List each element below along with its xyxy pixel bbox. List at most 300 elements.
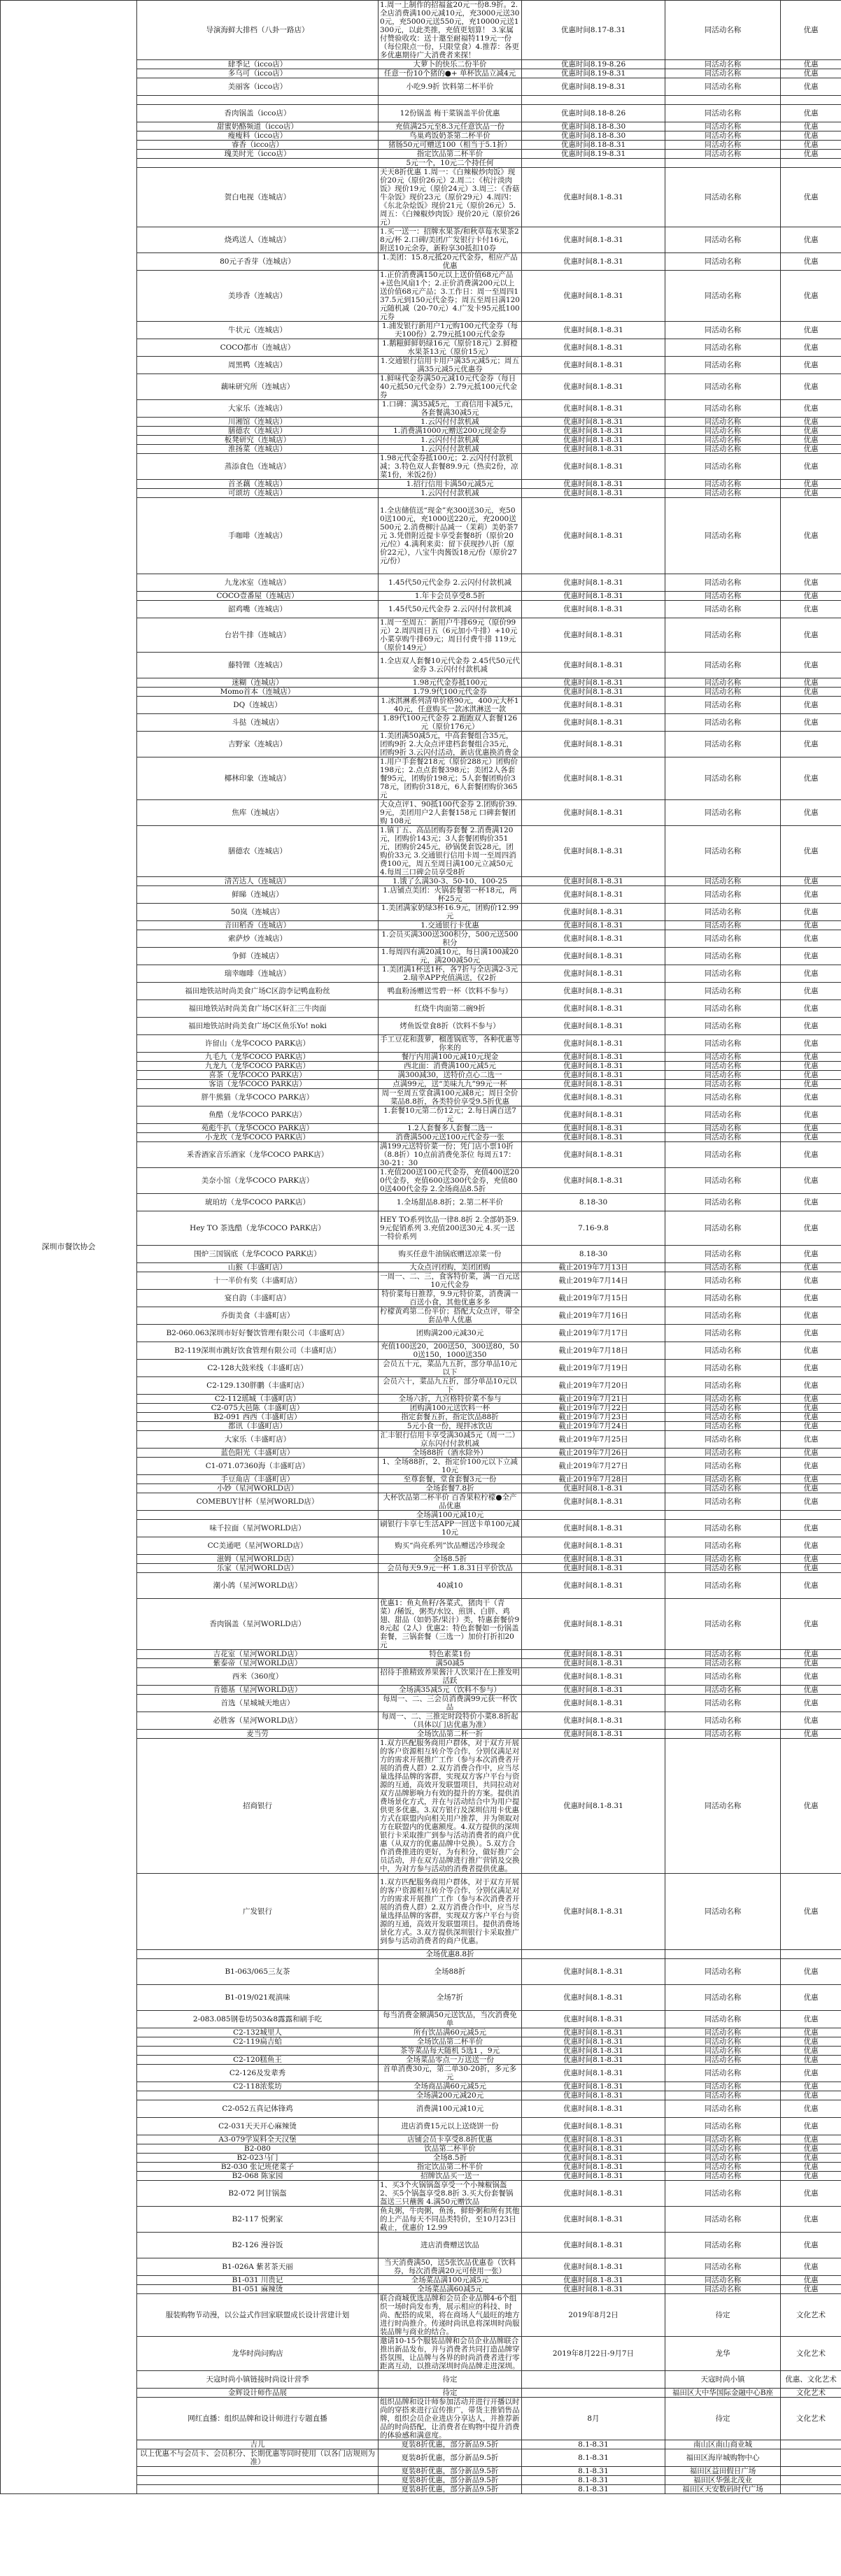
- date-cell: 优惠时间8.1-8.31: [522, 454, 665, 480]
- offer-cell: [379, 96, 522, 105]
- mode-cell: 同活动名称: [665, 1290, 781, 1307]
- type-cell: [781, 2485, 841, 2494]
- mode-cell: 同活动名称: [665, 1959, 781, 1985]
- merchant-cell: B1-051 麻辣烫: [137, 2285, 379, 2294]
- date-cell: 优惠时间8.1-8.31: [522, 2154, 665, 2163]
- date-cell: 优惠时间8.1-8.31: [522, 688, 665, 697]
- type-cell: 优惠: [781, 1555, 841, 1564]
- merchant-cell: DQ（连城店）: [137, 697, 379, 714]
- merchant-cell: 香肉锅盖（icco店）: [137, 105, 379, 122]
- offer-cell: 1.美团满50减5元，中高套餐组合35元，团购9折 2.大众点评建档套餐组合35元，团购9折 3.云闪付活动，新店优惠换消费金: [379, 732, 522, 757]
- date-cell: 优惠时间8.1-8.31: [522, 2091, 665, 2100]
- type-cell: 优惠: [781, 2233, 841, 2258]
- offer-cell: 鱼丸粥，牛肉粥，鱼汤，鲜虾粥和所有其他的上产品每天不同品类特价，至10月23日截止，优惠价 12.99: [379, 2207, 522, 2233]
- type-cell: 优惠: [781, 400, 841, 418]
- mode-cell: 同活动名称: [665, 2233, 781, 2258]
- date-cell: 优惠时间8.1-8.31: [522, 618, 665, 653]
- type-cell: 优惠: [781, 1659, 841, 1668]
- type-cell: 优惠: [781, 418, 841, 427]
- mode-cell: 同活动名称: [665, 1124, 781, 1133]
- mode-cell: 同活动名称: [665, 2181, 781, 2207]
- type-cell: 优惠: [781, 1395, 841, 1404]
- mode-cell: 同活动名称: [665, 1686, 781, 1695]
- date-cell: 优惠时间8.1-8.31: [522, 2181, 665, 2207]
- type-cell: 优惠: [781, 2163, 841, 2172]
- date-cell: 优惠时间8.19-8.31: [522, 78, 665, 96]
- date-cell: 优惠时间8.1-8.31: [522, 1730, 665, 1739]
- mode-cell: 同活动名称: [665, 1493, 781, 1511]
- type-cell: 优惠: [781, 2011, 841, 2028]
- mode-cell: 同活动名称: [665, 1395, 781, 1404]
- date-cell: 优惠时间8.1-8.31: [522, 1062, 665, 1071]
- merchant-cell: C2-119扁吉蛤: [137, 2037, 379, 2047]
- mode-cell: 同活动名称: [665, 489, 781, 498]
- mode-cell: 同活动名称: [665, 271, 781, 322]
- offer-cell: 指定饮品第二杯半价: [379, 150, 522, 159]
- date-cell: 优惠时间8.1-8.31: [522, 800, 665, 826]
- offer-cell: 消费满500元送100元代金券一张: [379, 1133, 522, 1142]
- type-cell: 优惠: [781, 1053, 841, 1062]
- date-cell: 优惠时间8.1-8.31: [522, 1484, 665, 1493]
- type-cell: 优惠: [781, 1071, 841, 1080]
- date-cell: 8.1-8.31: [522, 2467, 665, 2476]
- date-cell: [522, 1511, 665, 1520]
- offer-cell: 5元一个，10元二个持任何: [379, 159, 522, 168]
- date-cell: 优惠时间8.1-8.31: [522, 678, 665, 688]
- date-cell: 优惠时间8.1-8.31: [522, 2207, 665, 2233]
- date-cell: 优惠时间8.1-8.31: [522, 498, 665, 574]
- mode-cell: 同活动名称: [665, 339, 781, 357]
- offer-cell: 1.消费满1000元赠送200元现金券: [379, 427, 522, 436]
- date-cell: 优惠时间8.1-8.31: [522, 480, 665, 489]
- type-cell: [781, 2440, 841, 2449]
- date-cell: 截止2019年7月22日: [522, 1404, 665, 1413]
- type-cell: 优惠: [781, 69, 841, 78]
- date-cell: 优惠时间8.1-8.31: [522, 653, 665, 678]
- mode-cell: 同活动名称: [665, 948, 781, 965]
- mode-cell: 南山区南山商业城: [665, 2440, 781, 2449]
- offer-cell: 刷银行卡享七生活APP一回送卡单100元减10元: [379, 1520, 522, 1537]
- date-cell: 优惠时间8.17-8.31: [522, 1, 665, 60]
- offer-cell: 1.双方匹配服务商用户群体，对于双方开展的客户资源相互转介等合作，分别仅满足对方的需求开展推广工作（参与本次消费者开展的消费人群）2.双方消费合作中，应当尽量选择品牌的客群，实现双方客户平台与资源的互通，高效开发联盟项目。提供消费场景化方式。3.双方提供深圳银行卡采取推广到参与活动消费者的商户优惠。: [379, 1874, 522, 1950]
- merchant-cell: B1-019/021观滇味: [137, 1985, 379, 2011]
- type-cell: 优惠: [781, 592, 841, 601]
- date-cell: 优惠时间8.1-8.31: [522, 714, 665, 732]
- date-cell: 8月: [522, 2398, 665, 2440]
- mode-cell: 同活动名称: [665, 1555, 781, 1564]
- offer-cell: 所有饮品满60元减5元: [379, 2028, 522, 2037]
- date-cell: 截止2019年7月14日: [522, 1272, 665, 1290]
- type-cell: 优惠: [781, 2135, 841, 2144]
- date-cell: 优惠时间8.1-8.31: [522, 400, 665, 418]
- offer-cell: 任意一份10个猪的●+ 单杯饮品立减4元: [379, 69, 522, 78]
- merchant-cell: 鲜睇（连城店）: [137, 886, 379, 904]
- mode-cell: 龙华: [665, 2337, 781, 2371]
- type-cell: 优惠: [781, 78, 841, 96]
- date-cell: 优惠时间8.19-8.26: [522, 60, 665, 69]
- merchant-cell: 肯德基（星河WORLD店）: [137, 1686, 379, 1695]
- mode-cell: 同活动名称: [665, 2144, 781, 2154]
- date-cell: 优惠时间8.1-8.31: [522, 2172, 665, 2181]
- type-cell: 优惠: [781, 2276, 841, 2285]
- date-cell: 优惠时间8.1-8.31: [522, 574, 665, 592]
- mode-cell: 同活动名称: [665, 1413, 781, 1422]
- merchant-cell: 客语（龙华COCO PARK店）: [137, 1080, 379, 1089]
- offer-cell: 每当消费金额满50元送饮品，当次消费免单: [379, 2011, 522, 2028]
- offer-cell: 1.镇丁五、高品团购券套餐 2.消费满120元，团购价143元；3人套餐团购价351元，团购价245元，砂锅煲套饭28元，团购价33元 3.交通银行信用卡周一至周四消费100元，周五至周日满100元立减50元 4.每周三口碑会员享受8折: [379, 826, 522, 877]
- date-cell: 优惠时间8.1-8.31: [522, 1959, 665, 1985]
- type-cell: 优惠: [781, 1537, 841, 1555]
- date-cell: 截止2019年7月16日: [522, 1307, 665, 1325]
- merchant-cell: 小妙（星河WORLD店）: [137, 1484, 379, 1493]
- type-cell: 优惠: [781, 2258, 841, 2276]
- offer-cell: 茶等菜品每天随机 5选1 ，9元: [379, 2047, 522, 2056]
- date-cell: 优惠时间8.1-8.31: [522, 2144, 665, 2154]
- merchant-cell: [137, 2047, 379, 2056]
- date-cell: 优惠时间8.1-8.31: [522, 921, 665, 930]
- mode-cell: 同活动名称: [665, 1000, 781, 1018]
- offer-cell: 1.会员买满300送300积分，500元送500积分: [379, 930, 522, 948]
- date-cell: 优惠时间8.1-8.31: [522, 2100, 665, 2118]
- merchant-cell: 吉野家（连城店）: [137, 732, 379, 757]
- merchant-cell: 肆季记（icco店）: [137, 60, 379, 69]
- offer-cell: 全场饮品第二杯一折: [379, 1730, 522, 1739]
- date-cell: 优惠时间8.1-8.31: [522, 1000, 665, 1018]
- date-cell: 优惠时间8.1-8.31: [522, 1133, 665, 1142]
- offer-cell: 指定套餐五折，指定饮品88折: [379, 1413, 522, 1422]
- mode-cell: 同活动名称: [665, 1080, 781, 1089]
- offer-cell: 1.美团满家奶绿3杯16.9元，团购价12.99元: [379, 904, 522, 921]
- offer-cell: 全场满200元减20元: [379, 2091, 522, 2100]
- offer-cell: 店铺会员卡享受8.8折优惠: [379, 2135, 522, 2144]
- offer-cell: 1.云闪付付款机减: [379, 418, 522, 427]
- mode-cell: 同活动名称: [665, 1053, 781, 1062]
- date-cell: 8.18-30: [522, 1246, 665, 1263]
- mode-cell: 同活动名称: [665, 1342, 781, 1360]
- mode-cell: [665, 1950, 781, 1959]
- merchant-cell: 美丽客（icco店）: [137, 78, 379, 96]
- type-cell: 优惠: [781, 1018, 841, 1035]
- type-cell: 优惠: [781, 1520, 841, 1537]
- mode-cell: 同活动名称: [665, 1650, 781, 1659]
- merchant-cell: 九龙冰室（连城店）: [137, 574, 379, 592]
- mode-cell: 同活动名称: [665, 1599, 781, 1650]
- mode-cell: 同活动名称: [665, 1377, 781, 1395]
- date-cell: 截止2019年7月27日: [522, 1458, 665, 1475]
- date-cell: 优惠时间8.1-8.31: [522, 826, 665, 877]
- mode-cell: 福田区华强北茂业: [665, 2476, 781, 2485]
- date-cell: 优惠时间8.1-8.31: [522, 1555, 665, 1564]
- offer-cell: 购买任意牛油锅底赠送凉菜一份: [379, 1246, 522, 1263]
- offer-cell: 1.用户手套餐218元（原价288元）团购价198元；2.点点套餐398元；美团2人各套餐95元，团购价198元；5人套餐团购价378元，团购价318元，6人套餐团购价365元: [379, 757, 522, 800]
- merchant-cell: 台岩牛排（连城店）: [137, 618, 379, 653]
- type-cell: 优惠: [781, 1325, 841, 1342]
- mode-cell: 同活动名称: [665, 930, 781, 948]
- mode-cell: 同活动名称: [665, 592, 781, 601]
- date-cell: 优惠时间8.1-8.31: [522, 732, 665, 757]
- merchant-cell: 淮扬菜（连城店）: [137, 445, 379, 454]
- offer-cell: 小吃9.9折 饮料第二杯半价: [379, 78, 522, 96]
- mode-cell: 同活动名称: [665, 2172, 781, 2181]
- date-cell: 截止2019年7月26日: [522, 1449, 665, 1458]
- date-cell: 优惠时间8.1-8.31: [522, 1695, 665, 1712]
- mode-cell: 同活动名称: [665, 1071, 781, 1080]
- date-cell: 优惠时间8.1-8.31: [522, 1168, 665, 1194]
- mode-cell: 同活动名称: [665, 2047, 781, 2056]
- date-cell: 2019年8月2日: [522, 2294, 665, 2337]
- offer-cell: 特色素菜1份: [379, 1650, 522, 1659]
- offer-cell: 一周一、二、三，食客特价菜，满一百元送10元代金券: [379, 1272, 522, 1290]
- merchant-cell: 以上优惠不与会员卡、会员积分、长期优惠等同时使用（以各门店规则为准）: [137, 2449, 379, 2467]
- offer-cell: 邀请10-15个服装品牌和会员企业品牌联合推出新品发布，并与消费者共同打造品牌穿搭氛围，让品牌与各界的时尚消费者进行零距离互动，以推动深圳时尚品牌走进深圳。: [379, 2337, 522, 2371]
- offer-cell: 特价菜每日推荐，9.9元特价菜，消费满一百送小食，其他优惠多多: [379, 1290, 522, 1307]
- type-cell: 优惠: [781, 436, 841, 445]
- mode-cell: 同活动名称: [665, 427, 781, 436]
- mode-cell: 同活动名称: [665, 1211, 781, 1246]
- merchant-cell: A3-079学炭料全天汉堡: [137, 2135, 379, 2144]
- date-cell: 优惠时间8.1-8.31: [522, 877, 665, 886]
- offer-cell: 全场优惠8.8折: [379, 1950, 522, 1959]
- mode-cell: 同活动名称: [665, 2056, 781, 2065]
- type-cell: 优惠: [781, 904, 841, 921]
- offer-cell: 招待手推精致养果酱汁人饮果汁在上推发明活跃: [379, 1668, 522, 1686]
- offer-cell: 全场六折，九宫格特价菜不参与: [379, 1395, 522, 1404]
- mode-cell: 同活动名称: [665, 1668, 781, 1686]
- type-cell: 优惠: [781, 965, 841, 983]
- offer-cell: 天天8折优惠 1.周一：《白辣椒炒肉饭》现价20元（原价26元）2.周二：《杭汁淡肉饭》现价19元（原价24元）3.周三：《香菇牛杂饭》现价23元（原价29元）4.周四：《东北杂烩饭》现价21元（原价26元）5.周五：《白辣椒炒肉饭》现价20元（原价26元）: [379, 168, 522, 227]
- mode-cell: 同活动名称: [665, 965, 781, 983]
- date-cell: 优惠时间8.1-8.31: [522, 168, 665, 227]
- date-cell: 优惠时间8.1-8.31: [522, 253, 665, 271]
- mode-cell: 同活动名称: [665, 1739, 781, 1874]
- merchant-cell: 西米（360度）: [137, 1668, 379, 1686]
- type-cell: 优惠: [781, 574, 841, 592]
- merchant-cell: 围炉三国锅底（龙华COCO PARK店）: [137, 1246, 379, 1263]
- mode-cell: 同活动名称: [665, 2276, 781, 2285]
- date-cell: 优惠时间8.1-8.31: [522, 1142, 665, 1168]
- mode-cell: 同活动名称: [665, 1, 781, 60]
- merchant-cell: 焦库（连城店）: [137, 800, 379, 826]
- offer-cell: 指定饮品第二杯半价: [379, 2163, 522, 2172]
- merchant-cell: 大家乐（丰盛町店）: [137, 1431, 379, 1449]
- date-cell: 优惠时间8.1-8.31: [522, 930, 665, 948]
- date-cell: 优惠时间8.1-8.31: [522, 374, 665, 400]
- merchant-cell: B2-030 张记班佬菜子: [137, 2163, 379, 2172]
- merchant-cell: 清苦达人（连城店）: [137, 877, 379, 886]
- merchant-cell: Hey TO 茶选酷（龙华COCO PARK店）: [137, 1211, 379, 1246]
- mode-cell: 同活动名称: [665, 886, 781, 904]
- merchant-cell: B2-060.063深圳市好好餐饮管理有限公司（丰盛町店）: [137, 1325, 379, 1342]
- type-cell: 优惠: [781, 1272, 841, 1290]
- merchant-cell: B2-119深圳市跳好饮食管理有限公司（丰盛町店）: [137, 1342, 379, 1360]
- mode-cell: 同活动名称: [665, 688, 781, 697]
- mode-cell: 福田区海岸城购物中心: [665, 2449, 781, 2467]
- date-cell: 优惠时间8.1-8.31: [522, 2285, 665, 2294]
- date-cell: 优惠时间8.1-8.31: [522, 1071, 665, 1080]
- mode-cell: 同活动名称: [665, 983, 781, 1000]
- type-cell: 优惠: [781, 227, 841, 253]
- offer-cell: 烤鱼饭堂食8折（饮料不参与）: [379, 1018, 522, 1035]
- type-cell: [781, 159, 841, 168]
- merchant-cell: 多乌可（icco店）: [137, 69, 379, 78]
- mode-cell: 同活动名称: [665, 1520, 781, 1537]
- merchant-cell: 瘦瘦料（icco店）: [137, 131, 379, 141]
- offer-cell: 鸭血粉汤赠送雪碧一杯（饮料不参与）: [379, 983, 522, 1000]
- mode-cell: 同活动名称: [665, 436, 781, 445]
- type-cell: 优惠: [781, 105, 841, 122]
- mode-cell: 同活动名称: [665, 1404, 781, 1413]
- merchant-cell: 膳德农（连城店）: [137, 826, 379, 877]
- type-cell: 优惠: [781, 357, 841, 374]
- mode-cell: 同活动名称: [665, 1537, 781, 1555]
- date-cell: 优惠时间8.1-8.31: [522, 2276, 665, 2285]
- merchant-cell: 必胜客（星河WORLD店）: [137, 1712, 379, 1730]
- type-cell: 优惠: [781, 1089, 841, 1106]
- mode-cell: 同活动名称: [665, 357, 781, 374]
- type-cell: 优惠: [781, 826, 841, 877]
- date-cell: [522, 1950, 665, 1959]
- date-cell: 优惠时间8.1-8.31: [522, 1659, 665, 1668]
- date-cell: 截止2019年7月28日: [522, 1475, 665, 1484]
- mode-cell: 同活动名称: [665, 1431, 781, 1449]
- offer-cell: 大萝卜的快乐二份半价: [379, 60, 522, 69]
- merchant-cell: 小龙坎（龙华COCO PARK店）: [137, 1133, 379, 1142]
- merchant-cell: 索萨炒（连城店）: [137, 930, 379, 948]
- mode-cell: 同活动名称: [665, 574, 781, 592]
- merchant-cell: 斗挞（连城店）: [137, 714, 379, 732]
- date-cell: [522, 159, 665, 168]
- date-cell: 优惠时间8.1-8.31: [522, 2118, 665, 2135]
- mode-cell: 同活动名称: [665, 1712, 781, 1730]
- type-cell: 优惠: [781, 1484, 841, 1493]
- type-cell: 优惠: [781, 983, 841, 1000]
- date-cell: 优惠时间8.1-8.31: [522, 1599, 665, 1650]
- merchant-cell: 琥珀坊（龙华COCO PARK店）: [137, 1194, 379, 1211]
- date-cell: 优惠时间8.1-8.31: [522, 436, 665, 445]
- offer-cell: 1.45代50元代金券 2.云闪付付款机减: [379, 574, 522, 592]
- mode-cell: 同活动名称: [665, 1325, 781, 1342]
- mode-cell: 同活动名称: [665, 1564, 781, 1573]
- offer-cell: 1.交通银行卡优惠: [379, 921, 522, 930]
- merchant-cell: 味千拉面（星河WORLD店）: [137, 1520, 379, 1537]
- mode-cell: 同活动名称: [665, 2065, 781, 2082]
- mode-cell: 同活动名称: [665, 921, 781, 930]
- type-cell: 优惠: [781, 688, 841, 697]
- type-cell: 优惠: [781, 618, 841, 653]
- offer-cell: 会员五十元，菜品九五折，部分单品10元以下: [379, 1360, 522, 1377]
- merchant-cell: [137, 96, 379, 105]
- offer-cell: 西北面：消费满100元减5元: [379, 1062, 522, 1071]
- mode-cell: 同活动名称: [665, 150, 781, 159]
- mode-cell: 同活动名称: [665, 2258, 781, 2276]
- date-cell: 优惠时间8.1-8.31: [522, 2028, 665, 2037]
- merchant-cell: B1-063/065三友茶: [137, 1959, 379, 1985]
- offer-cell: 点满99元，送“美味九九”99元一杯: [379, 1080, 522, 1089]
- offer-cell: 全场8.5折: [379, 2154, 522, 2163]
- date-cell: 优惠时间8.1-8.31: [522, 1537, 665, 1555]
- mode-cell: 同活动名称: [665, 800, 781, 826]
- offer-cell: 1.每周四有满20减10元，每日满100减20元，满200减50元: [379, 948, 522, 965]
- offer-cell: 周一至周五堂食满100元减8元；周日全价菜品8.8折，各类特价享受9.5折优惠: [379, 1089, 522, 1106]
- merchant-cell: 网红直播：组织品牌和设计师进行专题直播: [137, 2398, 379, 2440]
- offer-cell: 1.店铺点美团：火锅套餐第一杯18元，两杯25元: [379, 886, 522, 904]
- merchant-cell: 瑞幸咖啡（连城店）: [137, 965, 379, 983]
- offer-cell: 组织品牌和设计师参加活动并进行开播以时尚的穿搭来进行宣传推广，带货主推销售品牌，组织会员企业进店分享达人，并推荐新品的时尚搭配，让消费者在购物中提升消费的体验感和满意度。: [379, 2398, 522, 2440]
- type-cell: 优惠: [781, 1475, 841, 1484]
- type-cell: 优惠: [781, 271, 841, 322]
- mode-cell: 同活动名称: [665, 653, 781, 678]
- merchant-cell: 香肉锅盖（星河WORLD店）: [137, 1599, 379, 1650]
- offer-cell: 联合商城优选品牌和会员企业品牌4-6个组织一场时尚发布秀，展示相应的科技、时尚、配搭的成果，将在商场人气最旺的地方进行时尚推介。传递时尚讯息将深圳时尚服装品牌与商业的结合。: [379, 2294, 522, 2337]
- offer-cell: 柠檬黄鸡第二份半价；搭配大众点评，带全套品单人优惠: [379, 1307, 522, 1325]
- type-cell: 优惠: [781, 800, 841, 826]
- offer-cell: 满199元送特价菜一份；凭门店小票10折（8.8折）10点前消费免茶位 每周五17：30-21：30: [379, 1142, 522, 1168]
- mode-cell: 福田区天安数码时代广场: [665, 2485, 781, 2494]
- merchant-cell: 福田地铁站时尚美食广场C区鱼乐Yo! noki: [137, 1018, 379, 1035]
- type-cell: 优惠: [781, 1449, 841, 1458]
- merchant-cell: 蓝色阳光（丰盛町店）: [137, 1449, 379, 1458]
- type-cell: 优惠: [781, 374, 841, 400]
- type-cell: 优惠: [781, 2100, 841, 2118]
- offer-cell: 1.充值200送100元代金券，充值400送200代金券，充值600送300代金券，充值800送400代金券 2.全场商品8.5折: [379, 1168, 522, 1194]
- date-cell: 优惠时间8.1-8.31: [522, 1739, 665, 1874]
- mode-cell: 同活动名称: [665, 826, 781, 877]
- offer-cell: 每周一、二、三会员消费满99元获一杯饮品: [379, 1695, 522, 1712]
- type-cell: 文化艺术: [781, 2294, 841, 2337]
- date-cell: 优惠时间8.1-8.31: [522, 1686, 665, 1695]
- offer-cell: 饮品第二杯半价: [379, 2144, 522, 2154]
- merchant-cell: 紫泰帝（星河WORLD店）: [137, 1659, 379, 1668]
- type-cell: 优惠: [781, 1985, 841, 2011]
- merchant-cell: 滋姆（星河WORLD店）: [137, 1555, 379, 1564]
- mode-cell: 同活动名称: [665, 131, 781, 141]
- mode-cell: 同活动名称: [665, 374, 781, 400]
- type-cell: 优惠: [781, 1730, 841, 1739]
- mode-cell: 同活动名称: [665, 1422, 781, 1431]
- mode-cell: 同活动名称: [665, 1730, 781, 1739]
- offer-cell: 1.美团：15.8元抵20元代金券，相应产品优惠: [379, 253, 522, 271]
- offer-cell: 会员每天9.9元一杯 1.8.31日平价饮品: [379, 1564, 522, 1573]
- type-cell: 优惠: [781, 1493, 841, 1511]
- merchant-cell: C2-118浓浆坊: [137, 2082, 379, 2091]
- offer-cell: 12份锅盖 梅干菜锅盖半价优惠: [379, 105, 522, 122]
- mode-cell: 同活动名称: [665, 445, 781, 454]
- type-cell: 优惠: [781, 2118, 841, 2135]
- merchant-cell: 潮小鸽（星河WORLD店）: [137, 1573, 379, 1599]
- mode-cell: 同活动名称: [665, 2091, 781, 2100]
- offer-cell: 1.买一送一：招牌水果茶/和秋草莓水果茶28元/杯 2.口碑/美团/广发银行卡付16元，附送10元余券，新粉享30抵扣10券: [379, 227, 522, 253]
- type-cell: 优惠: [781, 1133, 841, 1142]
- date-cell: 优惠时间8.1-8.31: [522, 1053, 665, 1062]
- type-cell: 优惠: [781, 2056, 841, 2065]
- merchant-cell: 釆香酒家音乐酒家（龙华COCO PARK店）: [137, 1142, 379, 1168]
- date-cell: 2019年8月22日-9月7日: [522, 2337, 665, 2371]
- mode-cell: 同活动名称: [665, 498, 781, 574]
- type-cell: 优惠: [781, 2082, 841, 2091]
- merchant-cell: 服装购物节动漫，以公益式作回家联盟成长设计营建计划: [137, 2294, 379, 2337]
- offer-cell: HEY TO系列饮品一律8.8折 2.全部奶茶9.9元促销系列 3.充值200送30元 4.买一送一特价系列: [379, 1211, 522, 1246]
- type-cell: 优惠: [781, 1062, 841, 1071]
- type-cell: 优惠: [781, 1458, 841, 1475]
- merchant-cell: 手豆角店（丰盛町店）: [137, 1475, 379, 1484]
- date-cell: 优惠时间8.1-8.31: [522, 227, 665, 253]
- date-cell: 截止2019年7月24日: [522, 1422, 665, 1431]
- type-cell: 优惠: [781, 732, 841, 757]
- date-cell: [522, 2371, 665, 2389]
- mode-cell: 同活动名称: [665, 1018, 781, 1035]
- mode-cell: 同活动名称: [665, 1659, 781, 1668]
- offer-cell: 鸟巢鸡饭奶茶第二杯半价: [379, 131, 522, 141]
